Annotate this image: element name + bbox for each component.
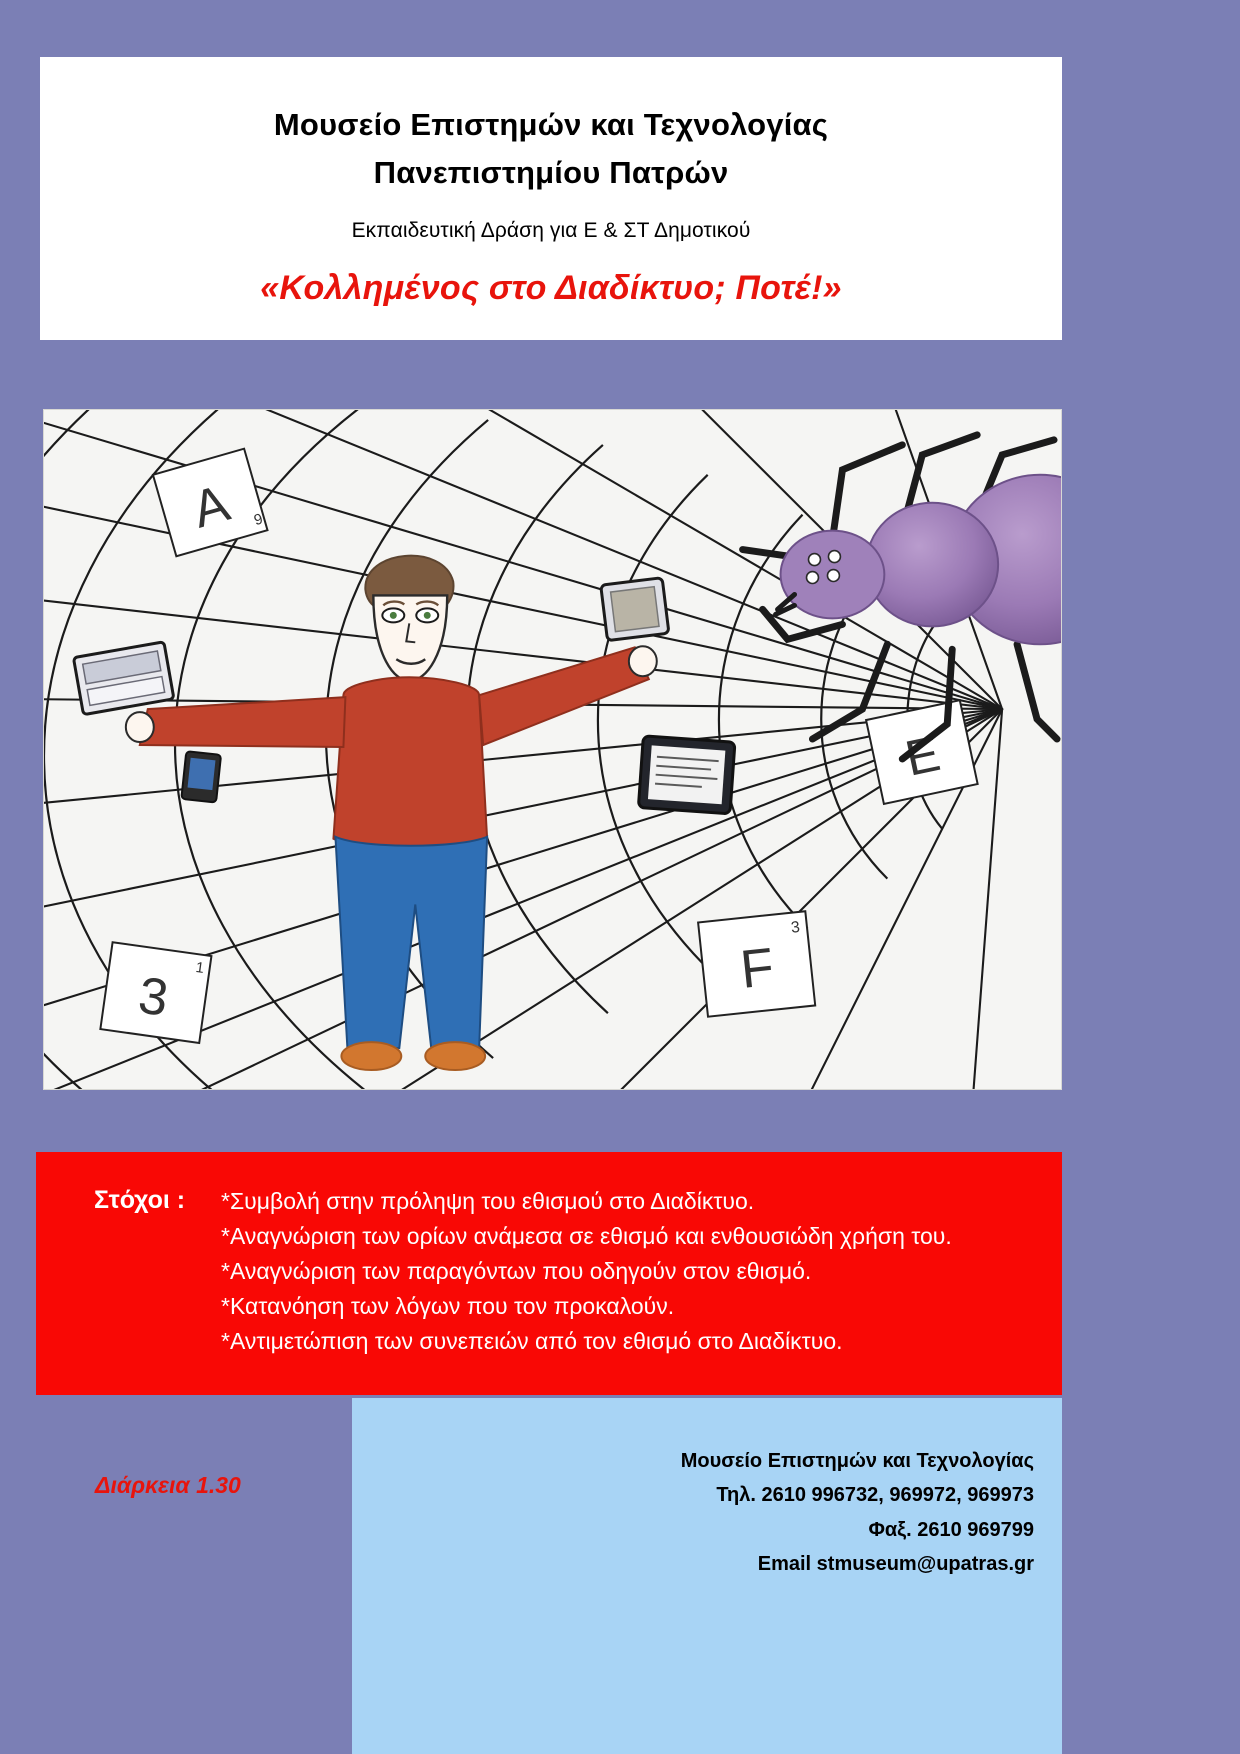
duration-label: Διάρκεια 1.30: [95, 1472, 241, 1498]
action-subtitle: Εκπαιδευτική Δράση για Ε & ΣΤ Δημοτικού: [351, 219, 751, 243]
spiderweb-illustration-svg: [44, 410, 1061, 1089]
museum-title-line2: Πανεπιστημίου Πατρών: [373, 155, 729, 191]
museum-title-line1: Μουσείο Επιστημών και Τεχνολογίας: [273, 107, 829, 142]
museum-title: [40, 101, 1062, 197]
contact-museum-name: Μουσείο Επιστημών και Τεχνολογίας: [680, 1450, 1034, 1472]
page-title: «Κολλημένος στο Διαδίκτυο; Ποτέ!»: [260, 269, 842, 308]
svg-text:9: 9: [252, 510, 265, 530]
svg-text:1: 1: [194, 959, 206, 978]
header-panel: [40, 57, 1062, 340]
goal-item: *Αναγνώριση των ορίων ανάμεσα σε εθισμό και ενθουσιώδη χρήση του.: [221, 1222, 952, 1249]
contact-box: [352, 1398, 1062, 1754]
goal-item: *Συμβολή στην πρόληψη του εθισμού στο Διαδίκτυο.: [221, 1188, 755, 1214]
goals-band: [36, 1152, 1062, 1395]
contact-email: Email stmuseum@upatras.gr: [757, 1553, 1034, 1576]
svg-text:3: 3: [135, 965, 172, 1027]
illustration-drawing: [43, 409, 1062, 1090]
goal-item: *Κατανόηση των λόγων που τον προκαλούν.: [221, 1292, 675, 1319]
svg-text:3: 3: [790, 918, 801, 937]
contact-phone: Τηλ. 2610 996732, 969972, 969973: [716, 1484, 1034, 1507]
svg-text:E: E: [900, 725, 945, 787]
goals-list: [221, 1184, 1032, 1359]
goal-item: *Αντιμετώπιση των συνεπειών από τον εθισμό στο Διαδίκτυο.: [221, 1327, 843, 1354]
svg-text:A: A: [186, 473, 236, 539]
contact-fax: Φαξ. 2610 969799: [868, 1518, 1034, 1541]
svg-text:F: F: [737, 936, 777, 1000]
goals-label: Στόχοι :: [94, 1186, 186, 1214]
goal-item: *Αναγνώριση των παραγόντων που οδηγούν στον εθισμό.: [221, 1257, 812, 1284]
